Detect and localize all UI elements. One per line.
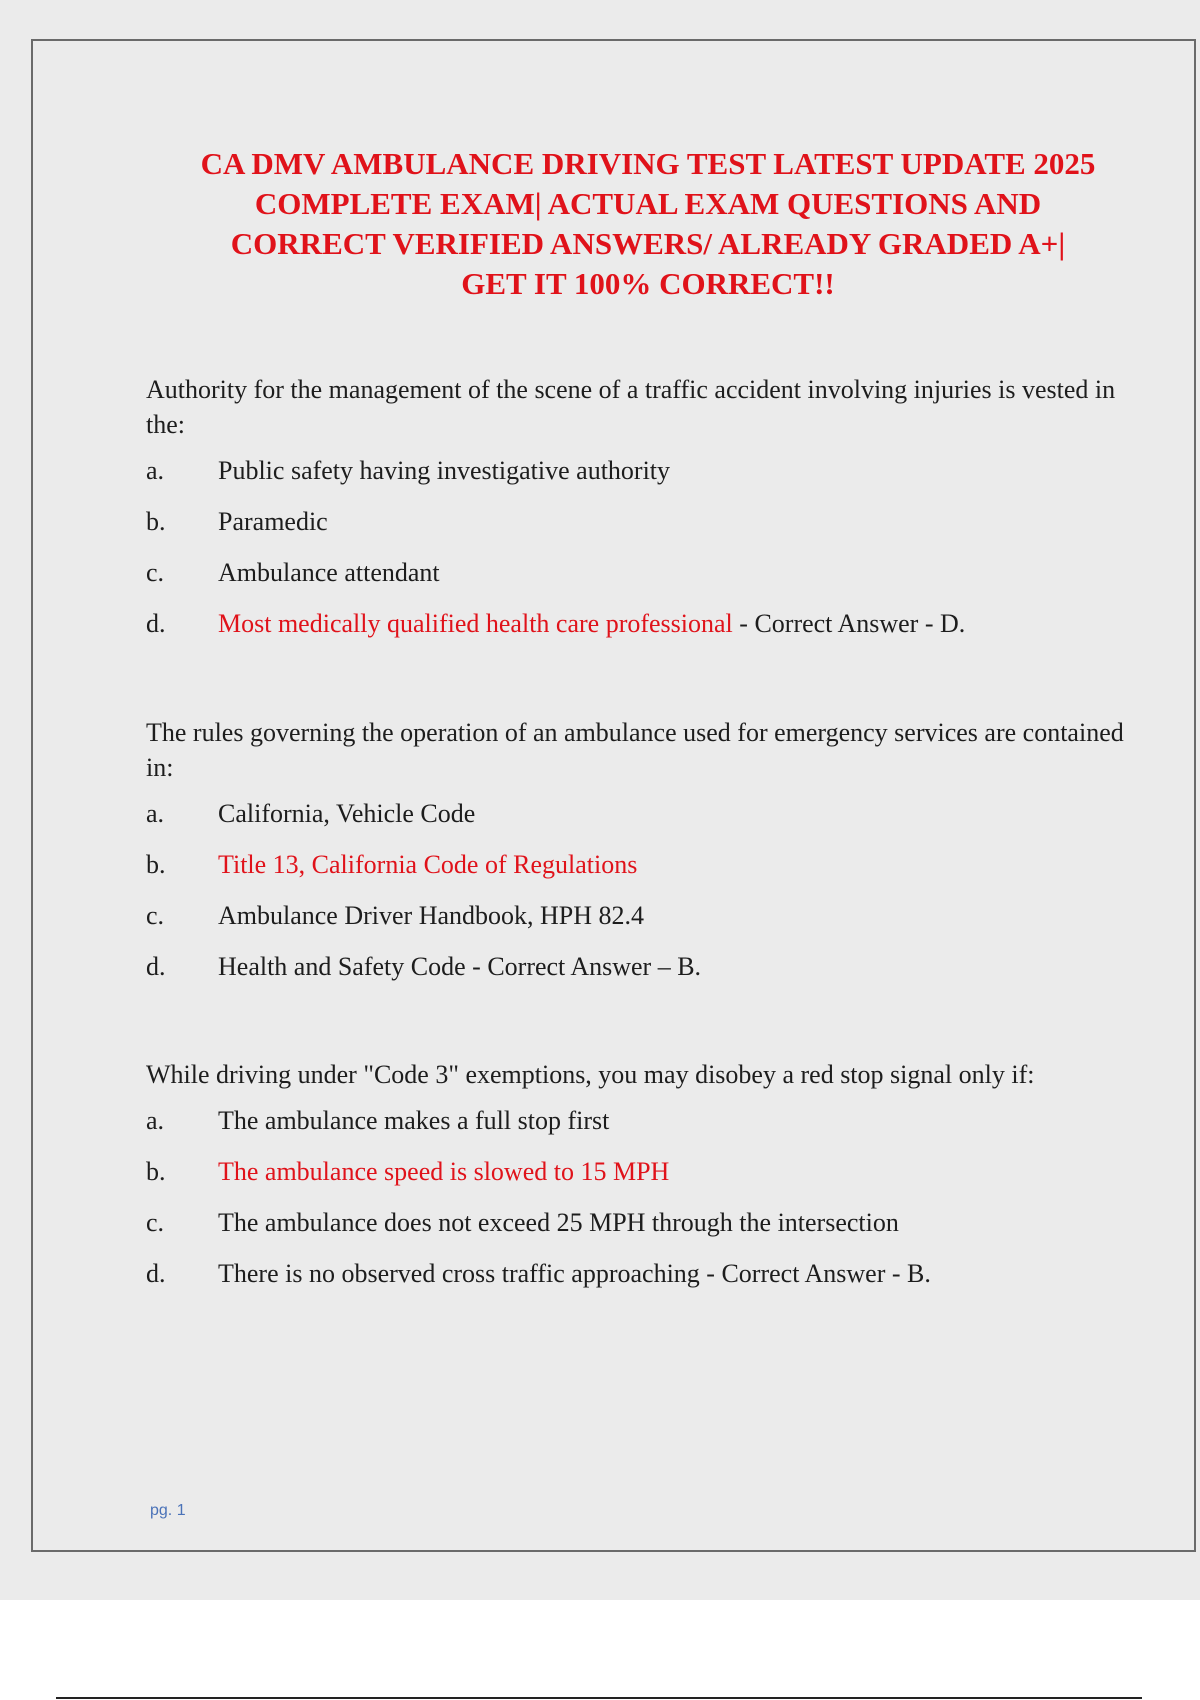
option-d bbox=[146, 949, 1156, 1000]
correct-option-text: The ambulance speed is slowed to 15 MPH bbox=[218, 1157, 670, 1186]
title-line: CORRECT VERIFIED ANSWERS/ ALREADY GRADED A+| bbox=[230, 226, 1066, 261]
question-stem: The rules governing the operation of an ambulance used for emergency services are contained in: bbox=[146, 718, 1124, 782]
option-letter: a. bbox=[146, 456, 165, 485]
option-text: Ambulance attendant bbox=[218, 558, 440, 587]
option-text: Paramedic bbox=[218, 507, 328, 536]
correct-option-text: Title 13, California Code of Regulations bbox=[218, 850, 638, 879]
question-1 bbox=[146, 372, 1156, 657]
option-text: The ambulance does not exceed 25 MPH through the intersection bbox=[218, 1208, 899, 1237]
document-page bbox=[31, 39, 1196, 1552]
option-b bbox=[146, 504, 1156, 555]
option-letter: d. bbox=[146, 1259, 166, 1288]
option-text: There is no observed cross traffic approaching bbox=[218, 1259, 700, 1288]
answer-options bbox=[146, 453, 1156, 657]
option-letter: c. bbox=[146, 1208, 165, 1237]
option-a bbox=[146, 796, 1156, 847]
option-text: The ambulance makes a full stop first bbox=[218, 1106, 610, 1135]
title-line: GET IT 100% CORRECT!! bbox=[461, 266, 835, 301]
option-letter: a. bbox=[146, 1106, 165, 1135]
question-stem: While driving under "Code 3" exemptions, you may disobey a red stop signal only if: bbox=[146, 1060, 1035, 1089]
option-text: California, Vehicle Code bbox=[218, 799, 476, 828]
option-c bbox=[146, 898, 1156, 949]
answer-key: - Correct Answer – B. bbox=[465, 952, 702, 981]
option-text: Public safety having investigative authority bbox=[218, 456, 671, 485]
answer-options bbox=[146, 796, 1156, 1000]
option-a bbox=[146, 453, 1156, 504]
option-letter: b. bbox=[146, 1157, 166, 1186]
option-d bbox=[146, 606, 1156, 657]
answer-key: - Correct Answer - D. bbox=[732, 609, 966, 638]
document-title bbox=[133, 144, 1163, 304]
option-text: Ambulance Driver Handbook, HPH 82.4 bbox=[218, 901, 645, 930]
option-b bbox=[146, 1154, 1156, 1205]
option-a bbox=[146, 1103, 1156, 1154]
answer-key: - Correct Answer - B. bbox=[699, 1259, 931, 1288]
divider-line bbox=[56, 1697, 1142, 1699]
option-letter: c. bbox=[146, 558, 165, 587]
title-line: COMPLETE EXAM| ACTUAL EXAM QUESTIONS AND bbox=[254, 186, 1042, 221]
option-letter: d. bbox=[146, 952, 166, 981]
question-3 bbox=[146, 1057, 1156, 1307]
option-letter: a. bbox=[146, 799, 165, 828]
title-line: CA DMV AMBULANCE DRIVING TEST LATEST UPDATE 2025 bbox=[200, 146, 1096, 181]
correct-option-text: Most medically qualified health care professional bbox=[218, 609, 733, 638]
page-number: pg. 1 bbox=[150, 1502, 186, 1519]
option-c bbox=[146, 555, 1156, 606]
option-letter: b. bbox=[146, 850, 166, 879]
question-2 bbox=[146, 715, 1156, 1000]
answer-options bbox=[146, 1103, 1156, 1307]
option-letter: b. bbox=[146, 507, 166, 536]
option-letter: c. bbox=[146, 901, 165, 930]
option-b bbox=[146, 847, 1156, 898]
option-letter: d. bbox=[146, 609, 166, 638]
question-stem: Authority for the management of the scene of a traffic accident involving injuries is vested in the: bbox=[146, 375, 1116, 439]
option-d bbox=[146, 1256, 1156, 1307]
option-c bbox=[146, 1205, 1156, 1256]
option-text: Health and Safety Code bbox=[218, 952, 466, 981]
